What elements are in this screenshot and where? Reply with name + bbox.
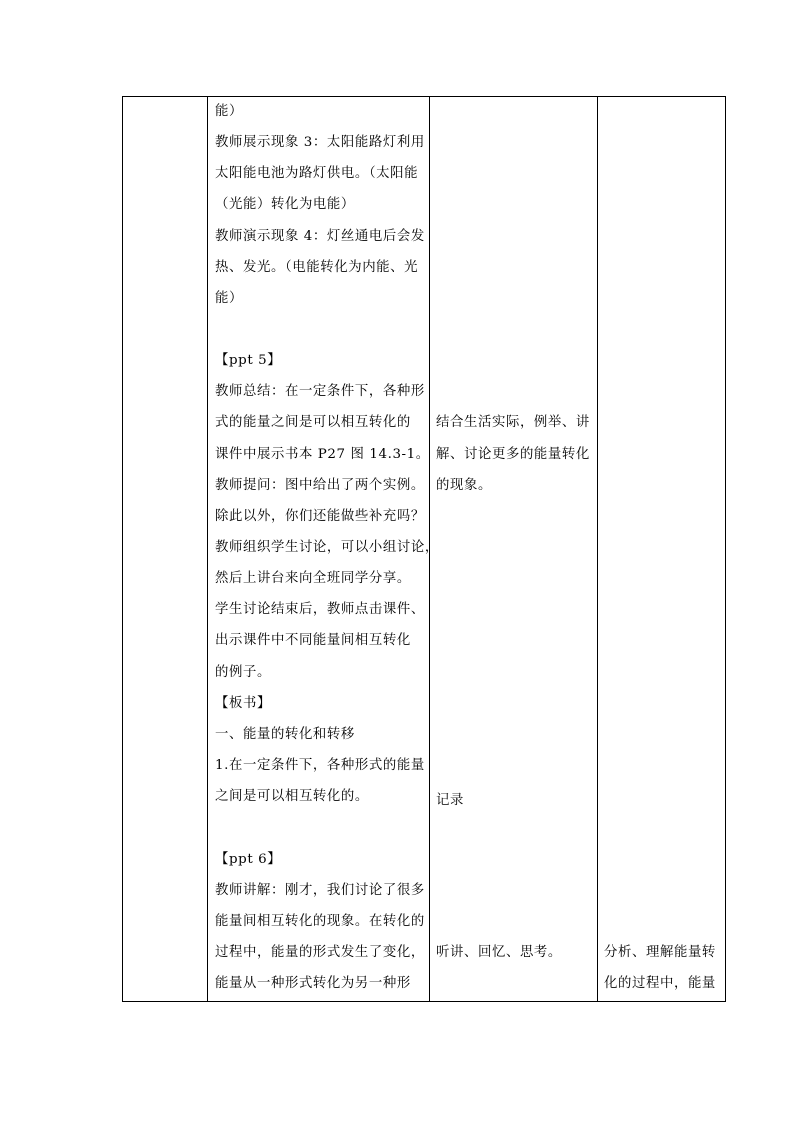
text-line: 之间是可以相互转化的。 bbox=[215, 789, 369, 804]
text-line: 记录 bbox=[436, 793, 464, 808]
ppt-marker: 【ppt 5】 bbox=[215, 353, 282, 368]
text-line: 解、讨论更多的能量转化 bbox=[436, 447, 590, 462]
text-line: 的例子。 bbox=[215, 665, 271, 680]
text-line: 过程中，能量的形式发生了变化， bbox=[215, 945, 425, 960]
text-line: 1.在一定条件下，各种形式的能量 bbox=[215, 758, 425, 773]
design-intent-cell bbox=[597, 97, 727, 1001]
text-line: 太阳能电池为路灯供电。（太阳能 bbox=[215, 166, 419, 181]
text-line: 能量从一种形式转化为另一种形 bbox=[215, 976, 411, 991]
text-line: 一、能量的转化和转移 bbox=[215, 727, 355, 742]
text-line: 教师讲解：刚才，我们讨论了很多 bbox=[215, 883, 425, 898]
text-line: 式的能量之间是可以相互转化的 bbox=[215, 415, 411, 430]
text-line: 教师展示现象 3：太阳能路灯利用 bbox=[215, 135, 425, 150]
text-line: 能量间相互转化的现象。在转化的 bbox=[215, 914, 425, 929]
text-line: 的现象。 bbox=[436, 478, 492, 493]
text-line: 听讲、回忆、思考。 bbox=[436, 945, 562, 960]
text-line: 教师组织学生讨论，可以小组讨论， bbox=[215, 540, 439, 555]
text-line: 教师提问：图中给出了两个实例。 bbox=[215, 478, 425, 493]
student-activity-cell bbox=[429, 97, 597, 1001]
text-line: 热、发光。（电能转化为内能、光 bbox=[215, 260, 419, 275]
text-line: 教师演示现象 4：灯丝通电后会发 bbox=[215, 229, 425, 244]
column-1-cell bbox=[123, 97, 207, 1001]
text-line: 教师总结：在一定条件下，各种形 bbox=[215, 384, 425, 399]
text-line: 除此以外，你们还能做些补充吗？ bbox=[215, 509, 425, 524]
text-line: 分析、理解能量转 bbox=[604, 945, 716, 960]
text-line: 学生讨论结束后，教师点击课件、 bbox=[215, 602, 425, 617]
text-line: 然后上讲台来向全班同学分享。 bbox=[215, 571, 411, 586]
text-line: 能） bbox=[215, 104, 243, 119]
text-line: 结合生活实际，例举、讲 bbox=[436, 415, 590, 430]
text-line: （光能）转化为电能） bbox=[215, 197, 355, 212]
text-line: 课件中展示书本 P27 图 14.3-1。 bbox=[215, 447, 430, 462]
lesson-plan-table bbox=[122, 96, 726, 1002]
teacher-activity-cell bbox=[207, 97, 439, 1001]
text-line: 出示课件中不同能量间相互转化 bbox=[215, 633, 411, 648]
text-line: 化的过程中，能量 bbox=[604, 976, 716, 991]
ppt-marker: 【ppt 6】 bbox=[215, 852, 282, 867]
text-line: 能） bbox=[215, 291, 243, 306]
blackboard-heading: 【板书】 bbox=[215, 696, 271, 711]
